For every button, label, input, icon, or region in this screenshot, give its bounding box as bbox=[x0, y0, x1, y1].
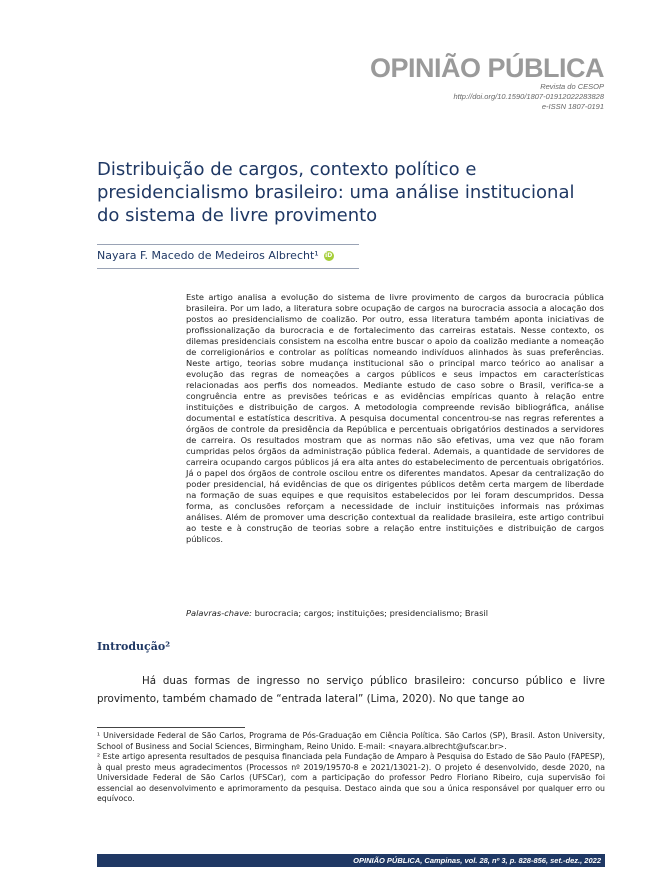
author-divider-top bbox=[97, 244, 359, 245]
section-heading-introduction: Introdução² bbox=[97, 640, 171, 653]
author-line bbox=[97, 249, 334, 262]
journal-header bbox=[370, 54, 604, 112]
journal-issn: e-ISSN 1807-0191 bbox=[541, 102, 604, 111]
footnote-divider bbox=[97, 727, 245, 728]
journal-name: OPINIÃO PÚBLICA bbox=[369, 53, 604, 83]
footnote-1: ¹ Universidade Federal de São Carlos, Programa de Pós-Graduação em Ciência Política. São Carlos (SP), Brasil. Aston University, School of Business and Social Sciences, Birmingham, Reino Unido. E-mail: <nayara.albrecht@ufscar.br>. bbox=[97, 731, 605, 751]
keywords bbox=[186, 608, 604, 619]
footnote-2: ² Este artigo apresenta resultados de pesquisa financiada pela Fundação de Amparo à Pesquisa do Estado de São Paulo (FAPESP), à qual presto meus agradecimentos (Processos nº 2019/19570-8 e 2021/13021-2). O projeto é desenvolvido, desde 2020, na Universidade Federal de São Carlos (UFSCar), com a participação do professor Pedro Floriano Ribeiro, cuja supervisão foi essencial ao desenvolvimento e aprimoramento da pesquisa. Destaco ainda que sou a única responsável por qualquer erro ou equívoco. bbox=[97, 752, 605, 803]
author-divider-bottom bbox=[97, 268, 359, 269]
article-title: Distribuição de cargos, contexto político e presidencialismo brasileiro: uma análise institucional do sistema de livre provimento bbox=[97, 159, 575, 226]
keywords-text: burocracia; cargos; instituições; presidencialismo; Brasil bbox=[254, 608, 489, 618]
page-footer: OPINIÃO PÚBLICA, Campinas, vol. 28, nº 3, p. 828-856, set.-dez., 2022 bbox=[97, 854, 605, 867]
intro-paragraph: Há duas formas de ingresso no serviço público brasileiro: concurso público e livre provimento, também chamado de “entrada lateral” (Lima, 2020). No que tange ao bbox=[97, 675, 605, 705]
orcid-icon[interactable]: iD bbox=[325, 251, 333, 259]
keywords-label: Palavras-chave: bbox=[186, 608, 252, 618]
journal-subtitle: Revista do CESOP bbox=[540, 82, 604, 91]
author-name: Nayara F. Macedo de Medeiros Albrecht¹ bbox=[97, 249, 319, 262]
footnotes bbox=[97, 731, 605, 805]
abstract: Este artigo analisa a evolução do sistema de livre provimento de cargos da burocracia pública brasileira. Por um lado, a literatura sobre ocupação de cargos na burocracia associa a alocação dos postos ao presidencialismo de coalizão. Por outro, essa literatura também aponta iniciativas de profissionalização da burocracia e de fortalecimento das carreiras estatais. Nesse contexto, os dilemas presidenciais consistem na escolha entre buscar o apoio da coalizão mediante a nomeação de correligionários e controlar as políticas nomeando indivíduos alinhados às suas preferências. Neste artigo, teorias sobre mudança institucional são o principal marco teórico ao analisar a evolução das regras de nomeações a cargos públicos e seus impactos em características relacionadas aos perfis dos nomeados. Mediante estudo de caso sobre o Brasil, verifica-se a congruência entre as previsões teóricas e as evidências empíricas quanto à relação entre instituições e distribuição de cargos. A metodologia compreende revisão bibliográfica, análise documental e estatística descritiva. A pesquisa documental concentrou-se nas regras referentes a órgãos de controle da presidência da República e percentuais obrigatórios destinados a servidores de carreira. Os resultados mostram que as normas não são efetivas, uma vez que não foram cumpridas pelos órgãos da administração pública federal. Ademais, a quantidade de servidores de carreira ocupando cargos públicos já era alta antes do estabelecimento de percentuais obrigatórios. Já o papel dos órgãos de controle oscilou entre os diferentes mandatos. Apesar da centralização do poder presidencial, há evidências de que os dirigentes públicos detêm certa margem de liberdade na formação de suas equipes e que requisitos estabelecidos por lei foram descumpridos. Dessa forma, as conclusões reforçam a necessidade de incluir instituições informais nas próximas análises. Além de promover uma descrição contextual da realidade brasileira, este artigo contribui ao teste e à construção de teorias sobre a relação entre instituições e distribuição de cargos públicos. bbox=[186, 292, 604, 544]
journal-doi[interactable]: http://doi.org/10.1590/1807-01912022283828 bbox=[453, 92, 604, 101]
